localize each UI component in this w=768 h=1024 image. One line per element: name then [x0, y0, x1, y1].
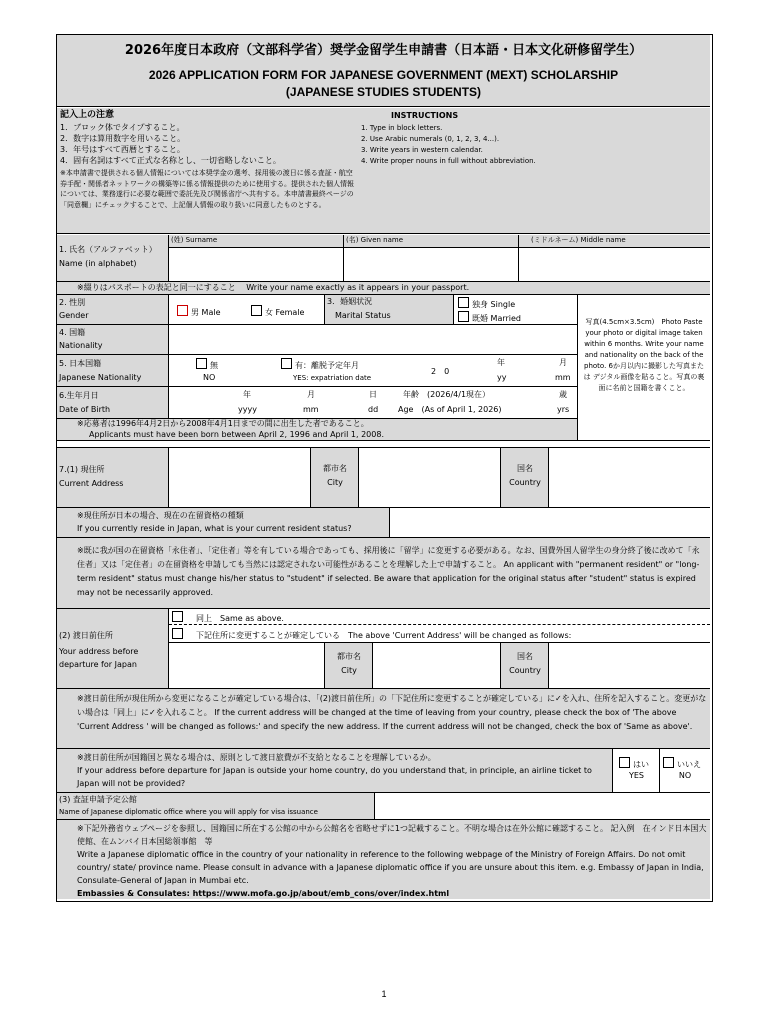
instructions-jp-title: 記入上の注意: [60, 110, 115, 120]
no-checkbox[interactable]: [196, 358, 207, 369]
dob-month-en: mm: [303, 405, 319, 414]
given-name-input[interactable]: [344, 248, 519, 282]
jp-nationality-label-jp: 5. 日本国籍: [59, 359, 102, 368]
given-name-label: (名) Given name: [346, 236, 404, 244]
surname-label: (姓) Surname: [171, 236, 218, 244]
ticket-yes-jp: はい: [633, 760, 649, 769]
address-country-en: Country: [509, 478, 541, 487]
jp-nationality-options: [169, 355, 578, 387]
status-note-row: [57, 538, 710, 609]
title-en-line1: 2026 APPLICATION FORM FOR JAPANESE GOVERNMENT (MEXT) SCHOLARSHIP: [148, 68, 619, 82]
single-label: 独身 Single: [472, 300, 516, 309]
departure-note-jp: ※渡日前住所が現住所から変更になることが確定している場合は、「(2)渡日前住所」の「下記住所に変更することが確定している」に✓を入れ、住所を記入すること。変更がない場合は「同上」に✓を入れること。: [77, 694, 707, 717]
status-note-en: An applicant with "permanent resident" or "long-term resident" status must change his/her status to "student" if selected. Be aware that application for the original status after "student" status is expired may not be necessarily approved.: [77, 560, 700, 597]
name-label-en: Name (in alphabet): [59, 259, 137, 268]
departure-label-jp: (2) 渡日前住所: [59, 631, 113, 640]
departure-city-en: City: [341, 666, 357, 675]
dob-fields[interactable]: [169, 387, 578, 419]
address-country-input[interactable]: [549, 448, 710, 508]
departure-label-cell: [57, 609, 169, 689]
single-checkbox[interactable]: [458, 297, 469, 308]
nationality-label-jp: 4. 国籍: [59, 328, 86, 337]
resident-status-jp: ※現住所が日本の場合、現在の在留資格の種類: [77, 511, 244, 520]
airline-ticket-note: [77, 751, 609, 790]
visa-label-cell: [57, 793, 375, 820]
month-unit-en: mm: [555, 373, 571, 382]
airline-ticket-en: If your address before departure for Japan is outside your home country, do you understand that, in principle, an airline ticket to Japan will not be provided?: [77, 766, 592, 788]
dob-note-jp: ※応募者は1996年4月2日から2008年4月1日までの間に出生した者であること。: [77, 419, 369, 428]
instruction-jp-2: 2．数字は算用数字を用いること。: [60, 134, 186, 143]
marital-label-cell: [325, 295, 454, 325]
name-note-row: [57, 282, 710, 295]
resident-status-input[interactable]: [390, 508, 710, 538]
male-checkbox[interactable]: [177, 305, 188, 316]
address-city-label-cell: [311, 448, 359, 508]
marital-married[interactable]: [458, 311, 521, 323]
dob-label-en: Date of Birth: [59, 405, 111, 414]
surname-input[interactable]: [169, 248, 344, 282]
departure-note: [77, 692, 707, 734]
marital-single[interactable]: [458, 297, 515, 309]
departure-city-label-cell: [325, 643, 373, 689]
instructions-en-title: INSTRUCTIONS: [391, 111, 459, 120]
gender-label-jp: 2. 性別: [59, 298, 86, 307]
privacy-note: ※本申請書で提供される個人情報については本奨学金の選考、採用後の渡日に係る査証・航空券手配・関係者ネットワークの構築等に係る情報提供のために使用する。提供された個人情報については、業務遂行に必要な範囲で委託先及び関係省庁へ共有する。本申請書最終ページの「同意欄」にチェックすることで、上記個人情報の取り扱いに同意したものとする。: [60, 169, 354, 209]
yes-label-jp: 有：離脱予定年月: [295, 361, 359, 370]
gender-female[interactable]: [251, 305, 304, 317]
gender-label-cell: [57, 295, 169, 325]
airline-ticket-jp: ※渡日前住所が国籍国と異なる場合は、原則として渡日旅費が不支給となることを理解しているか。: [77, 753, 436, 762]
title-jp: 2026年度日本政府（文部科学省）奨学金留学生申請書（日本語・日本文化研修留学生）: [124, 43, 643, 58]
month-unit-jp: 月: [559, 358, 567, 367]
departure-country-input[interactable]: [549, 643, 710, 689]
instruction-en-1: 1. Type in block letters.: [361, 124, 443, 132]
application-form: [56, 34, 713, 902]
yes-checkbox[interactable]: [281, 358, 292, 369]
middle-name-label: (ミドルネーム) Middle name: [531, 236, 626, 244]
marital-label-en: Marital Status: [335, 311, 391, 320]
resident-status-en: If you currently reside in Japan, what is your current resident status?: [77, 524, 352, 533]
photo-box[interactable]: [578, 295, 710, 441]
instruction-jp-4: 4．固有名詞はすべて正式な名称とし、一切省略しないこと。: [60, 156, 281, 165]
yes-label-en: YES: expatriation date: [293, 374, 372, 382]
departure-note-row: [57, 689, 710, 749]
dob-label-jp: 6.生年月日: [59, 391, 99, 400]
same-as-above-label: 同上 Same as above.: [196, 614, 284, 623]
departure-city-input[interactable]: [373, 643, 501, 689]
dob-day-jp: 日: [369, 390, 377, 399]
departure-country-jp: 国名: [517, 652, 533, 661]
jp-nationality-yes[interactable]: [281, 358, 359, 370]
status-note: [77, 544, 705, 600]
age-label-en: Age (As of April 1, 2026): [398, 405, 502, 414]
departure-city-jp: 都市名: [337, 652, 361, 661]
address-change-checkbox[interactable]: [172, 628, 183, 639]
visa-office-input[interactable]: [375, 793, 710, 820]
name-label-jp: 1. 氏名（アルファベット）: [59, 245, 157, 254]
title-en-line2: (JAPANESE STUDIES STUDENTS): [285, 85, 482, 99]
ticket-yes-cell[interactable]: [613, 749, 660, 793]
male-label: 男 Male: [191, 308, 221, 317]
address-country-jp: 国名: [517, 464, 533, 473]
middle-name-header: [519, 235, 710, 248]
address-change-label: 下記住所に変更することが確定している The above 'Current Address' will be changed as follows:: [196, 631, 572, 640]
surname-header: [169, 235, 344, 248]
address-input[interactable]: [169, 448, 311, 508]
same-as-above-checkbox[interactable]: [172, 611, 183, 622]
resident-status-label-cell: [57, 508, 390, 538]
ticket-no-checkbox[interactable]: [663, 757, 674, 768]
visa-note-jp: ※下記外務省ウェブページを参照し、国籍国に所在する公館の中から公館名を省略せずに1つ記載すること。不明な場合は在外公館に確認すること。 記入例 在インド日本国大使館、在ムンバイ日本国総領事館 等: [77, 824, 707, 846]
departure-note-en: If the current address will be changed at the time of leaving from your country, please check the box of 'The above 'Current Address ' will be changed as follows:' and specify the new address. If the current address will not be changed, check the box of 'Same as above'.: [77, 708, 693, 731]
gender-male[interactable]: [177, 305, 221, 317]
dob-label-cell: [57, 387, 169, 419]
nationality-label-en: Nationality: [59, 341, 103, 350]
address-label-cell: [57, 448, 169, 508]
status-note-jp: ※既に我が国の在留資格「永住者」、「定住者」等を有している場合であっても、採用後に「留学」に変更する必要がある。なお、国費外国人留学生の身分終了後に改めて「永住者」又は「定住者」の在留資格を申請しても当然には認定されない可能性があることを理解した上で申請すること。: [77, 546, 700, 569]
married-label: 既婚 Married: [472, 314, 522, 323]
jp-nationality-no[interactable]: [196, 358, 218, 370]
address-label-en: Current Address: [59, 479, 124, 488]
visa-note: [77, 822, 707, 900]
dob-note-row: [57, 419, 578, 441]
no-label-jp: 無: [210, 361, 218, 370]
year-unit-en: yy: [497, 373, 507, 382]
instruction-en-4: 4. Write proper nouns in full without abbreviation.: [361, 157, 536, 165]
age-unit-en: yrs: [557, 405, 570, 414]
spacer-row: [57, 441, 710, 448]
age-unit-jp: 歳: [559, 390, 567, 399]
female-label: 女 Female: [265, 308, 305, 317]
departure-country-en: Country: [509, 666, 541, 675]
form-header: [57, 35, 710, 107]
dob-year-jp: 年: [243, 390, 251, 399]
name-label-cell: [57, 235, 169, 282]
year-prefix: 2 0: [431, 367, 450, 376]
nationality-label-cell: [57, 325, 169, 355]
visa-label-jp: (3) 査証申請予定公館: [59, 795, 137, 804]
no-label-en: NO: [203, 373, 216, 382]
ticket-yes-en: YES: [628, 771, 645, 780]
jp-nationality-label-cell: [57, 355, 169, 387]
photo-instructions: 写真(4.5cm×3.5cm) Photo Paste your photo or digital image taken within 6 months. Write your name and nationality on the back of the photo. 6か月以内に撮影した写真または デジタル画像を貼ること。写真の裏面に名前と国籍を書くこと。: [583, 318, 705, 392]
jp-nationality-label-en: Japanese Nationality: [59, 373, 142, 382]
name-note: ※綴りはパスポートの表記と同一にすること Write your name exactly as it appears in your passport.: [77, 283, 470, 292]
marital-options: [454, 295, 578, 325]
dob-year-en: yyyy: [238, 405, 257, 414]
mofa-link[interactable]: Embassies & Consulates: https://www.mofa.go.jp/about/emb_cons/over/index.html: [77, 889, 450, 898]
gender-label-en: Gender: [59, 311, 89, 320]
address-change-row[interactable]: [169, 625, 710, 643]
address-country-label-cell: [501, 448, 549, 508]
dob-month-jp: 月: [307, 390, 315, 399]
address-city-input[interactable]: [359, 448, 501, 508]
instruction-jp-3: 3．年号はすべて西暦とすること。: [60, 145, 185, 154]
address-city-jp: 都市名: [323, 464, 347, 473]
married-checkbox[interactable]: [458, 311, 469, 322]
gender-options: [169, 295, 325, 325]
same-as-above-row[interactable]: [169, 609, 710, 625]
visa-label-en: Name of Japanese diplomatic office where you will apply for visa issuance: [59, 808, 318, 816]
visa-note-en: Write a Japanese diplomatic office in the country of your nationality in reference to the following webpage of the Ministry of Foreign Affairs. Do not omit country/ state/ province name. Please consult in advance with a Japanese diplomatic office if you are unsure about this item. e.g. Embassy of Japan in India, Consulate-General of Japan in Mumbai etc.: [77, 850, 704, 885]
ticket-no-cell[interactable]: [660, 749, 710, 793]
dob-note-en: Applicants must have been born between April 2, 1996 and April 1, 2008.: [89, 430, 384, 439]
female-checkbox[interactable]: [251, 305, 262, 316]
nationality-input[interactable]: [169, 325, 578, 355]
address-city-en: City: [327, 478, 343, 487]
given-name-header: [344, 235, 519, 248]
departure-label-en: Your address before departure for Japan: [59, 647, 139, 669]
dob-day-en: dd: [368, 405, 379, 414]
page-number: 1: [381, 989, 387, 999]
ticket-no-jp: いいえ: [677, 760, 701, 769]
ticket-yes-checkbox[interactable]: [619, 757, 630, 768]
instructions-section: [57, 108, 710, 234]
age-label-jp: 年齢 (2026/4/1現在）: [403, 390, 491, 399]
departure-address-input[interactable]: [169, 643, 325, 689]
instruction-jp-1: 1．ブロック体でタイプすること。: [60, 123, 185, 132]
airline-ticket-row: [57, 749, 613, 793]
marital-label-jp: 3．婚姻状況: [327, 297, 373, 306]
instruction-en-2: 2. Use Arabic numerals (0, 1, 2, 3, 4...).: [361, 135, 500, 143]
departure-country-label-cell: [501, 643, 549, 689]
address-label-jp: 7.(1) 現住所: [59, 465, 105, 474]
instruction-en-3: 3. Write years in western calendar.: [361, 146, 483, 154]
ticket-no-en: NO: [678, 771, 692, 780]
middle-name-input[interactable]: [519, 248, 710, 282]
year-unit-jp: 年: [497, 358, 505, 367]
visa-note-row: [57, 820, 710, 899]
